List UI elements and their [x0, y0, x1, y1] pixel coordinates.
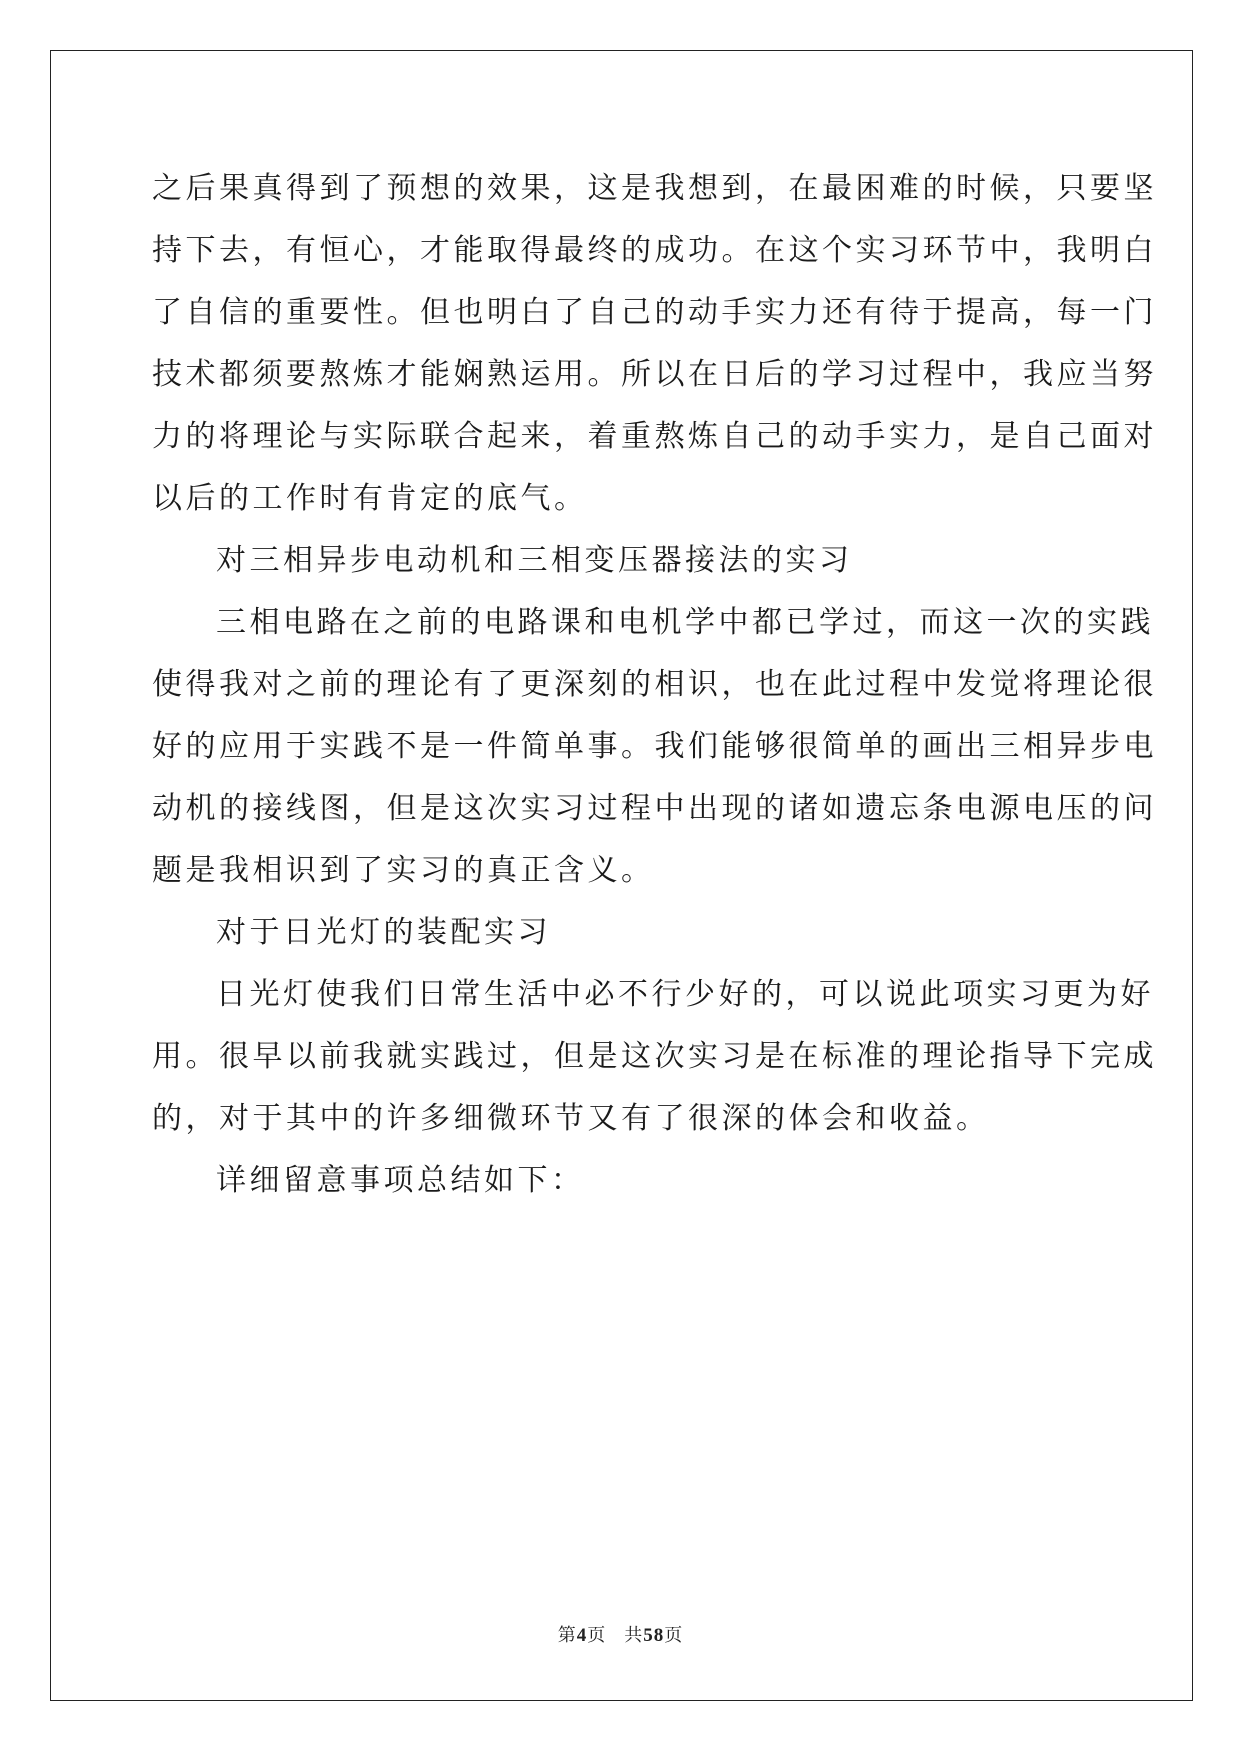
page-number: 4	[576, 1625, 588, 1646]
text-line: 日光灯使我们日常生活中必不行少好的，可以说此项实习更为好	[216, 977, 1154, 1012]
text-line: 好的应用于实践不是一件简单事。我们能够很简单的画出三相异步电	[152, 729, 1157, 764]
text-line: 对三相异步电动机和三相变压器接法的实习	[216, 543, 853, 578]
text-line: 动机的接线图，但是这次实习过程中出现的诸如遗忘条电源电压的问	[152, 791, 1157, 826]
text-line: 技术都须要熬炼才能娴熟运用。所以在日后的学习过程中，我应当努	[152, 357, 1157, 392]
text-line: 详细留意事项总结如下：	[216, 1163, 585, 1198]
text-line: 使得我对之前的理论有了更深刻的相识，也在此过程中发觉将理论很	[152, 667, 1157, 702]
document-body	[152, 158, 1157, 1212]
text-line: 用。很早以前我就实践过，但是这次实习是在标准的理论指导下完成	[152, 1039, 1157, 1074]
page-prefix: 第	[557, 1625, 577, 1646]
text-line: 题是我相识到了实习的真正含义。	[152, 853, 655, 888]
text-line: 持下去，有恒心，才能取得最终的成功。在这个实习环节中，我明白	[152, 233, 1157, 268]
total-pages: 58	[643, 1625, 665, 1646]
page-footer	[0, 1621, 1241, 1647]
text-line: 以后的工作时有肯定的底气。	[152, 481, 588, 516]
text-line: 对于日光灯的装配实习	[216, 915, 551, 950]
text-line: 之后果真得到了预想的效果，这是我想到，在最困难的时候，只要坚	[152, 171, 1157, 206]
text-line: 三相电路在之前的电路课和电机学中都已学过，而这一次的实践	[216, 605, 1154, 640]
text-line: 的，对于其中的许多细微环节又有了很深的体会和收益。	[152, 1101, 990, 1136]
text-line: 力的将理论与实际联合起来，着重熬炼自己的动手实力，是自己面对	[152, 419, 1157, 454]
page-suffix: 页	[587, 1625, 607, 1646]
text-line: 了自信的重要性。但也明白了自己的动手实力还有待于提高，每一门	[152, 295, 1157, 330]
total-suffix: 页	[664, 1625, 684, 1646]
total-prefix: 共	[624, 1625, 644, 1646]
